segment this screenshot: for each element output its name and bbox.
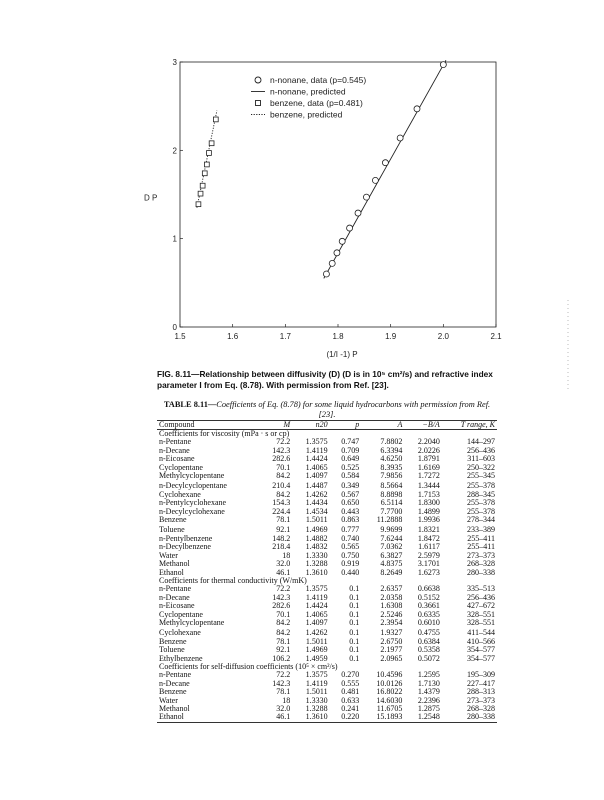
table-cell: 7.6244: [380, 533, 403, 543]
table-cell: 1.6117: [418, 542, 440, 552]
figure-caption-label: FIG. 8.11—: [157, 369, 200, 379]
table-cell: 0.567: [341, 489, 360, 499]
table-cell: 288–313: [467, 687, 495, 697]
table-cell: 1.4832: [305, 542, 328, 552]
legend-label: benzene, data (p=0.481): [270, 98, 363, 108]
table-cell: 2.3954: [380, 617, 403, 627]
table-cell: 256–436: [467, 592, 495, 602]
table-cell: 0.6010: [417, 617, 440, 627]
table-cell: 144–297: [467, 437, 495, 447]
table-cell: n-Pentane: [159, 437, 191, 447]
table-cell: Benzene: [159, 687, 187, 697]
table-cell: 1.4065: [305, 462, 328, 472]
table-cell: 1.2875: [417, 704, 440, 713]
table-cell: 328–551: [467, 609, 495, 619]
table-cell: 1.3610: [305, 567, 328, 577]
table-cell: 0.6335: [417, 609, 440, 619]
table-cell: 1.5011: [305, 515, 328, 525]
table-cell: 1.3330: [305, 695, 328, 705]
table-cell: 282.6: [272, 601, 291, 611]
table-cell: Cyclohexane: [159, 489, 201, 499]
x-tick-label: 1.7: [279, 332, 291, 341]
table-cell: 0.481: [341, 687, 360, 697]
table-cell: 256–436: [467, 445, 495, 455]
table-cell: 7.9856: [380, 471, 403, 481]
table-cell: Methylcyclopentane: [159, 471, 225, 481]
table-cell: 335–513: [467, 584, 495, 594]
x-tick-label: 1.9: [385, 332, 397, 341]
table-cell: 10.4596: [376, 670, 403, 680]
table-cell: 7.0362: [380, 542, 403, 552]
table-cell: 255–378: [467, 481, 495, 491]
legend-label: n-nonane, data (p=0.545): [270, 75, 367, 85]
benzene-data-point: [207, 151, 212, 156]
y-tick-label: 1: [172, 234, 177, 244]
table-cell: 6.5114: [380, 498, 403, 508]
table-cell: n-Eicosane: [159, 454, 195, 464]
table-cell: 427–672: [467, 601, 495, 611]
table-cell: 0.1: [349, 653, 360, 663]
table-cell: 268–328: [467, 559, 495, 569]
table-cell: 0.1: [349, 609, 360, 619]
benzene-data-point: [204, 162, 209, 167]
x-tick-label: 1.6: [227, 332, 239, 341]
section-title: Coefficients for thermal conductivity (W/mK): [159, 575, 307, 585]
table-cell: n-Pentane: [159, 670, 191, 680]
table-cell: 106.2: [272, 653, 291, 663]
table-cell: 46.1: [261, 713, 293, 722]
table-cell: 1.7272: [417, 471, 440, 481]
table-cell: 9.9699: [380, 525, 403, 535]
table-row: [157, 713, 497, 722]
table-cell: n-Decane: [159, 678, 190, 688]
table-body: [157, 430, 497, 723]
table-cell: 1.8791: [417, 454, 440, 464]
table-cell: 0.633: [341, 695, 360, 705]
table-cell: 1.6273: [417, 567, 440, 577]
table-cell: 0.349: [341, 481, 360, 491]
nonane-data-point: [397, 135, 403, 141]
benzene-data-point: [198, 191, 203, 196]
nonane-data-point: [334, 250, 340, 256]
table-cell: 2.5979: [417, 550, 440, 560]
legend-label: n-nonane, predicted: [270, 86, 346, 97]
table-cell: 8.2649: [380, 567, 403, 577]
table-cell: 280–338: [467, 567, 495, 577]
table-cell: 280–338: [442, 713, 497, 722]
table-cell: 92.1: [276, 645, 291, 655]
table-cell: 18: [282, 695, 291, 705]
table-cell: 227–417: [467, 678, 495, 688]
table-cell: 268–328: [467, 704, 495, 713]
table-cell: 11.6705: [376, 704, 403, 713]
table-cell: 8.8898: [380, 489, 403, 499]
table-caption-text: Coefficients of Eq. (8.78) for some liquid hydrocarbons with permission from Ref. [23].: [216, 400, 491, 419]
table-cell: 0.777: [341, 525, 360, 535]
table-cell: Ethanol: [159, 567, 184, 577]
figure-caption: [157, 369, 497, 391]
chart-legend: [251, 75, 366, 120]
table-row: [157, 619, 497, 627]
table-cell: 1.3610: [292, 713, 329, 722]
table-cell: 1.3288: [305, 704, 328, 713]
table-cell: 0.1: [349, 584, 360, 594]
benzene-data-point: [213, 117, 218, 122]
table-cell: 142.3: [272, 592, 291, 602]
table-cell: 288–345: [467, 489, 495, 499]
table-cell: 210.4: [272, 481, 291, 491]
table-cell: 1.4959: [305, 653, 328, 663]
table-cell: 0.649: [341, 454, 360, 464]
table-cell: 255–378: [467, 498, 495, 508]
table-cell: 142.3: [272, 445, 291, 455]
table-cell: 255–411: [467, 533, 495, 543]
table-cell: 1.4119: [305, 592, 328, 602]
table-cell: n-Decylcyclohexane: [159, 506, 225, 516]
table-caption-label: TABLE 8.11—: [163, 400, 217, 409]
col-header: Compound: [157, 421, 261, 430]
table-cell: 1.2595: [417, 670, 440, 680]
table-cell: 72.2: [276, 670, 291, 680]
table-cell: 0.1: [349, 617, 360, 627]
table-cell: 11.2888: [376, 515, 403, 525]
col-header: M: [261, 421, 293, 430]
coefficients-table: [157, 420, 497, 723]
nonane-data-point: [382, 160, 388, 166]
table-cell: Benzene: [159, 636, 187, 646]
table-cell: 1.6169: [417, 462, 440, 472]
table-cell: 32.0: [276, 704, 291, 713]
table-row: [157, 472, 497, 480]
table-cell: 14.6030: [376, 695, 403, 705]
table-cell: 7.7700: [380, 506, 403, 516]
table-cell: 4.6250: [380, 454, 403, 464]
table-cell: 1.7153: [417, 489, 440, 499]
legend-marker-square: [256, 101, 261, 106]
table-cell: 255–378: [467, 506, 495, 516]
table-cell: 2.1977: [380, 645, 403, 655]
table-cell: 1.4969: [305, 525, 328, 535]
table-cell: 2.0965: [380, 653, 403, 663]
table-cell: 16.8022: [376, 687, 403, 697]
nonane-data-point: [339, 238, 345, 244]
table-cell: 2.2040: [417, 437, 440, 447]
table-cell: 1.3575: [305, 670, 328, 680]
table-cell: 70.1: [276, 462, 291, 472]
nonane-data-point: [323, 271, 329, 277]
table-cell: 92.1: [276, 525, 291, 535]
table-cell: 154.3: [272, 498, 291, 508]
table-cell: Water: [159, 550, 178, 560]
legend-label: benzene, predicted: [270, 109, 343, 120]
nonane-data-point: [363, 194, 369, 200]
table-cell: 0.709: [341, 445, 360, 455]
nonane-data-point: [329, 260, 335, 266]
table-cell: 72.2: [276, 437, 291, 447]
table-caption: [157, 400, 497, 420]
table-cell: 2.6357: [380, 584, 403, 594]
table-cell: 0.919: [341, 559, 360, 569]
table-cell: 1.4262: [305, 628, 328, 638]
scan-artifact: [565, 300, 571, 390]
table-cell: 0.241: [341, 704, 360, 713]
table-cell: 84.2: [276, 489, 291, 499]
table-cell: 1.4262: [305, 489, 328, 499]
table-cell: 3.1701: [417, 559, 440, 569]
col-header: A: [361, 421, 404, 430]
diffusivity-chart: [0, 0, 604, 362]
table-cell: 255–345: [467, 471, 495, 481]
table-cell: 0.740: [341, 533, 360, 543]
table-cell: n-Pentylcyclohexane: [159, 498, 227, 508]
table-cell: 1.4434: [305, 498, 328, 508]
table-cell: 410–566: [467, 636, 495, 646]
table-cell: Toluene: [159, 525, 185, 535]
x-axis-label: (1/I -1) P: [326, 350, 358, 359]
table-cell: n-Pentylbenzene: [159, 533, 213, 543]
table-cell: 1.2548: [404, 713, 441, 722]
table-cell: 46.1: [276, 567, 291, 577]
col-header: n20: [292, 421, 329, 430]
table-cell: 0.3661: [417, 601, 440, 611]
table-cell: 18: [282, 550, 291, 560]
x-tick-label: 1.5: [174, 332, 186, 341]
table-cell: 8.5664: [380, 481, 403, 491]
section-title: Coefficients for self-diffusion coefficients (10⁵ × cm²/s): [159, 661, 338, 671]
table-cell: 1.5011: [305, 687, 328, 697]
table-cell: 0.650: [341, 498, 360, 508]
table-cell: 195–309: [467, 670, 495, 680]
table-cell: 1.9327: [380, 628, 403, 638]
table-cell: 1.3575: [305, 437, 328, 447]
table-cell: Methylcyclopentane: [159, 617, 225, 627]
table-cell: 1.6308: [380, 601, 403, 611]
table-cell: 0.5358: [417, 645, 440, 655]
table-cell: 6.3827: [380, 550, 403, 560]
x-tick-label: 2.0: [437, 332, 449, 341]
table-cell: 1.8321: [417, 525, 440, 535]
table-cell: 1.4424: [305, 454, 328, 464]
table-cell: 2.0226: [417, 445, 440, 455]
table-cell: 224.4: [272, 506, 291, 516]
table-cell: 10.0126: [376, 678, 403, 688]
table-cell: 1.5011: [305, 636, 328, 646]
table-cell: 0.1: [349, 645, 360, 655]
table-cell: 142.3: [272, 678, 291, 688]
benzene-data-point: [200, 183, 205, 188]
table-cell: 8.3935: [380, 462, 403, 472]
table-cell: 1.7130: [417, 678, 440, 688]
table-cell: 1.4882: [305, 533, 328, 543]
table-cell: 0.750: [341, 550, 360, 560]
table-row: [157, 516, 497, 524]
section-title: Coefficients for viscosity (mPa · s or cp): [159, 429, 290, 438]
table-cell: 1.9936: [417, 515, 440, 525]
table-cell: Cyclohexane: [159, 628, 201, 638]
x-tick-label: 2.1: [490, 332, 502, 341]
table-cell: 0.6384: [417, 636, 440, 646]
table-cell: 0.863: [341, 515, 360, 525]
table-cell: n-Eicosane: [159, 601, 195, 611]
table-cell: 0.443: [341, 506, 360, 516]
table-cell: 4.8375: [380, 559, 403, 569]
table-cell: Methanol: [159, 704, 190, 713]
table-cell: 1.8300: [417, 498, 440, 508]
table-cell: 0.525: [341, 462, 360, 472]
y-tick-label: 2: [172, 146, 177, 156]
table-cell: 32.0: [276, 559, 291, 569]
table-cell: 0.4755: [417, 628, 440, 638]
table-cell: 278–344: [467, 515, 495, 525]
table-cell: 273–373: [467, 695, 495, 705]
nonane-data-point: [372, 177, 378, 183]
table-cell: 411–544: [467, 628, 495, 638]
table-cell: Water: [159, 695, 178, 705]
table-cell: 1.4424: [305, 601, 328, 611]
table-cell: 1.4969: [305, 645, 328, 655]
table-cell: n-Decane: [159, 445, 190, 455]
y-axis-label: D P: [144, 193, 158, 203]
table-cell: 2.0358: [380, 592, 403, 602]
table-cell: 0.6638: [417, 584, 440, 594]
table-cell: 72.2: [276, 584, 291, 594]
table-cell: 1.4534: [305, 506, 328, 516]
table-cell: 328–551: [467, 617, 495, 627]
table-cell: 0.220: [330, 713, 362, 722]
table-cell: 1.4097: [305, 471, 328, 481]
table-cell: Cyclopentane: [159, 462, 203, 472]
x-tick-label: 1.8: [332, 332, 344, 341]
table-cell: 1.4119: [305, 678, 328, 688]
table-cell: 84.2: [276, 471, 291, 481]
table-cell: 2.6750: [380, 636, 403, 646]
nonane-data-point: [440, 62, 446, 68]
table-cell: n-Decane: [159, 592, 190, 602]
table-cell: Benzene: [159, 515, 187, 525]
table-cell: 311–603: [467, 454, 495, 464]
nonane-data-point: [414, 106, 420, 112]
y-tick-label: 3: [172, 58, 177, 67]
table-cell: 1.8472: [417, 533, 440, 543]
col-header: p: [330, 421, 362, 430]
table-cell: 1.4379: [417, 687, 440, 697]
nonane-data-point: [355, 210, 361, 216]
table-cell: 15.1893: [361, 713, 404, 722]
table-cell: 0.5152: [417, 592, 440, 602]
table-cell: 1.4065: [305, 609, 328, 619]
table-cell: n-Pentane: [159, 584, 191, 594]
table-cell: 70.1: [276, 609, 291, 619]
table-cell: Cyclopentane: [159, 609, 203, 619]
table-cell: 1.4899: [417, 506, 440, 516]
table-cell: 84.2: [276, 617, 291, 627]
table-cell: n-Decylcyclopentane: [159, 481, 227, 491]
table-cell: 282.6: [272, 454, 291, 464]
table-cell: 148.2: [272, 533, 291, 543]
table-cell: 1.4119: [305, 445, 328, 455]
table-cell: 1.4097: [305, 617, 328, 627]
table-cell: n-Decylbenzene: [159, 542, 211, 552]
table-cell: 2.2396: [417, 695, 440, 705]
table-cell: 0.1: [349, 592, 360, 602]
nonane-data-point: [347, 225, 353, 231]
table-cell: 0.747: [341, 437, 360, 447]
table-cell: 0.1: [349, 628, 360, 638]
table-cell: 6.3394: [380, 445, 403, 455]
table-cell: 1.3288: [305, 559, 328, 569]
table-cell: 354–577: [467, 653, 495, 663]
table-cell: 2.5246: [380, 609, 403, 619]
table-cell: 0.555: [341, 678, 360, 688]
legend-marker-circle: [255, 77, 261, 83]
table-cell: 273–373: [467, 550, 495, 560]
table-cell: 1.3575: [305, 584, 328, 594]
table-cell: 0.1: [349, 601, 360, 611]
figure-caption-text: Relationship between diffusivity (D) (D is in 10⁵ cm²/s) and refractive index parameter I from Eq. (8.78). With permission from Ref. [23].: [157, 369, 493, 390]
table-cell: 78.1: [276, 687, 291, 697]
table-cell: 0.5072: [417, 653, 440, 663]
col-header: −B/A: [404, 421, 441, 430]
table-cell: Toluene: [159, 645, 185, 655]
table-cell: 0.584: [341, 471, 360, 481]
table-cell: 354–577: [467, 645, 495, 655]
table-cell: 1.3444: [417, 481, 440, 491]
table-cell: 84.2: [276, 628, 291, 638]
table-cell: 7.8802: [380, 437, 403, 447]
table-cell: Ethylbenzene: [159, 653, 203, 663]
table-cell: Methanol: [159, 559, 190, 569]
table-cell: 218.4: [272, 542, 291, 552]
benzene-data-point: [202, 171, 207, 176]
table-cell: 0.1: [349, 636, 360, 646]
table-cell: 0.440: [341, 567, 360, 577]
table-cell: Ethanol: [157, 713, 261, 722]
table-cell: 255–411: [467, 542, 495, 552]
table-cell: 78.1: [276, 636, 291, 646]
table-cell: 1.4487: [305, 481, 328, 491]
table-cell: 233–389: [467, 525, 495, 535]
table-cell: 250–322: [467, 462, 495, 472]
y-tick-label: 0: [172, 323, 177, 332]
table-cell: 1.3330: [305, 550, 328, 560]
table-cell: 78.1: [276, 515, 291, 525]
table-cell: 0.565: [341, 542, 360, 552]
benzene-data-point: [209, 141, 214, 146]
col-header: T range, K: [442, 421, 497, 430]
table-cell: 0.270: [341, 670, 360, 680]
benzene-data-point: [196, 202, 201, 207]
